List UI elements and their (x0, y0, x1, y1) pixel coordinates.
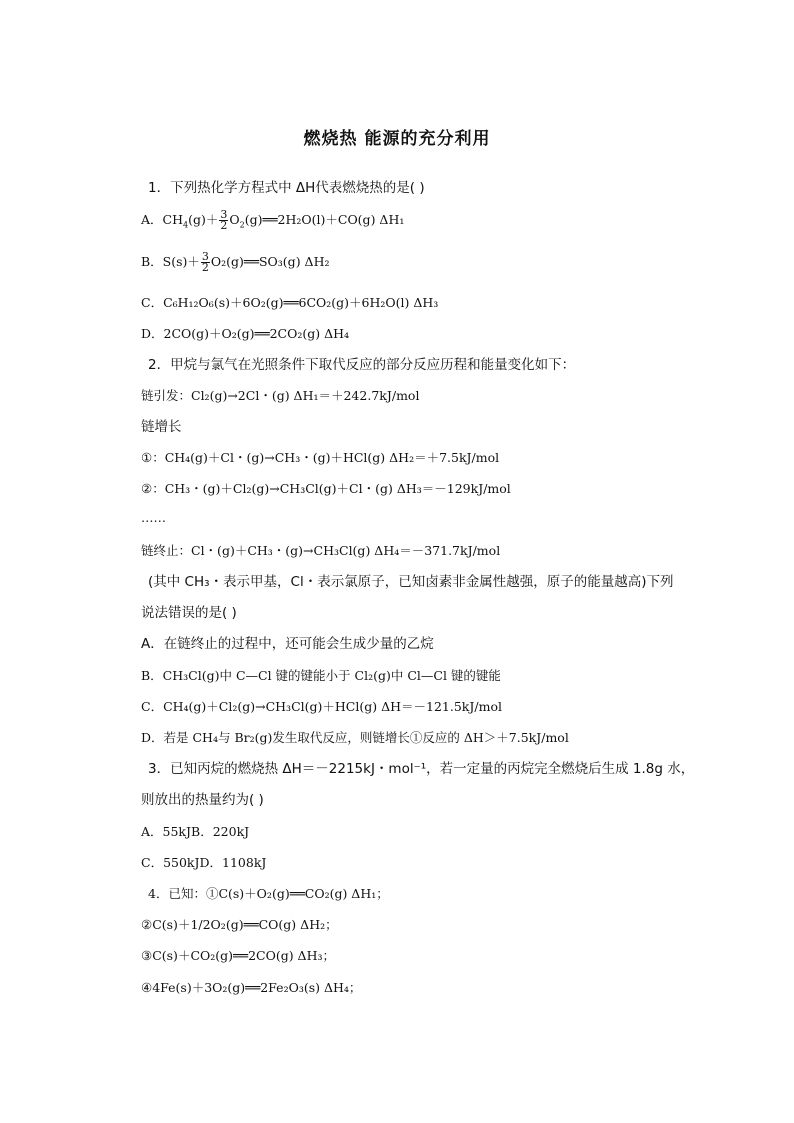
fraction-denominator: 2 (220, 219, 228, 232)
q2-propagation-step-1: ①：CH₄(g)＋Cl・(g)→CH₃・(g)＋HCl(g) ΔH₂＝＋7.5kJ/mol (141, 450, 500, 465)
q2-chain-initiation: 链引发：Cl₂(g)→2Cl・(g) ΔH₁＝＋242.7kJ/mol (141, 388, 420, 403)
q2-option-a: A．在链终止的过程中，还可能会生成少量的乙烷 (141, 636, 434, 652)
q2-stem: 2．甲烷与氯气在光照条件下取代反应的部分反应历程和能量变化如下： (148, 357, 576, 373)
q1-option-a-prefix: A．CH (141, 212, 183, 227)
q1-option-b (141, 252, 329, 273)
fraction-numerator: 3 (220, 208, 228, 221)
page-title: 燃烧热 能源的充分利用 (303, 129, 491, 149)
fraction-numerator: 3 (201, 250, 209, 263)
q4-equation-4: ④4Fe(s)＋3O₂(g)══2Fe₂O₃(s) ΔH₄； (141, 980, 362, 995)
q1-option-a-fraction (219, 210, 228, 231)
q4-stem: 4．已知：①C(s)＋O₂(g)══CO₂(g) ΔH₁； (148, 886, 389, 901)
q1-option-a-suffix: (g)══2H₂O(l)＋CO(g) ΔH₁ (244, 212, 405, 227)
q2-note-line-2: 说法错误的是( ) (141, 605, 237, 621)
q4-equation-3: ③C(s)＋CO₂(g)══2CO(g) ΔH₃； (141, 948, 336, 963)
q2-ellipsis: …… (141, 510, 166, 525)
fraction-denominator: 2 (201, 261, 209, 274)
q1-option-b-fraction (201, 252, 210, 273)
q1-option-a: A．$CH_4(g)+$ $\frac{3}{2}$ $O_2(g)══2H_2O(l)+CO(g)$ ΔH₁ (141, 208, 405, 232)
q2-option-b: B．CH₃Cl(g)中 C—Cl 键的键能小于 Cl₂(g)中 Cl—Cl 键的键能 (141, 668, 501, 683)
q1-option-b-prefix: B．S(s)＋ (141, 254, 200, 269)
q2-option-c: C．CH₄(g)＋Cl₂(g)→CH₃Cl(g)＋HCl(g) ΔH＝－121.5kJ/mol (141, 699, 502, 714)
q2-note-line-1: (其中 CH₃・表示甲基，Cl・表示氯原子，已知卤素非金属性越强，原子的能量越高)下列 (148, 574, 674, 590)
q1-option-c: C．C₆H₁₂O₆(s)＋6O₂(g)══6CO₂(g)＋6H₂O(l) ΔH₃ (141, 295, 439, 310)
q3-options-a-b: A．55kJB．220kJ (141, 824, 250, 839)
q3-options-c-d: C．550kJD．1108kJ (141, 855, 267, 870)
q2-option-d: D．若是 CH₄与 Br₂(g)发生取代反应，则链增长①反应的 ΔH＞＋7.5kJ/mol (141, 730, 569, 745)
q3-stem-line-1: 3．已知丙烷的燃烧热 ΔH＝－2215kJ・mol⁻¹，若一定量的丙烷完全燃烧后生成 1.8g 水， (148, 761, 695, 777)
q2-chain-propagation-label: 链增长 (141, 419, 182, 435)
q1-option-b-suffix: O₂(g)══SO₃(g) ΔH₂ (210, 254, 330, 269)
q1-option-d: D．2CO(g)＋O₂(g)══2CO₂(g) ΔH₄ (141, 326, 350, 341)
q2-chain-termination: 链终止：Cl・(g)＋CH₃・(g)→CH₃Cl(g) ΔH₄＝－371.7kJ/mol (141, 543, 501, 558)
q1-stem: 1．下列热化学方程式中 ΔH代表燃烧热的是( ) (148, 180, 425, 196)
q4-equation-2: ②C(s)＋1/2O₂(g)══CO(g) ΔH₂； (141, 917, 338, 932)
q3-stem-line-2: 则放出的热量约为( ) (141, 792, 264, 808)
q2-propagation-step-2: ②：CH₃・(g)＋Cl₂(g)→CH₃Cl(g)＋Cl・(g) ΔH₃＝－129kJ/mol (141, 481, 511, 496)
